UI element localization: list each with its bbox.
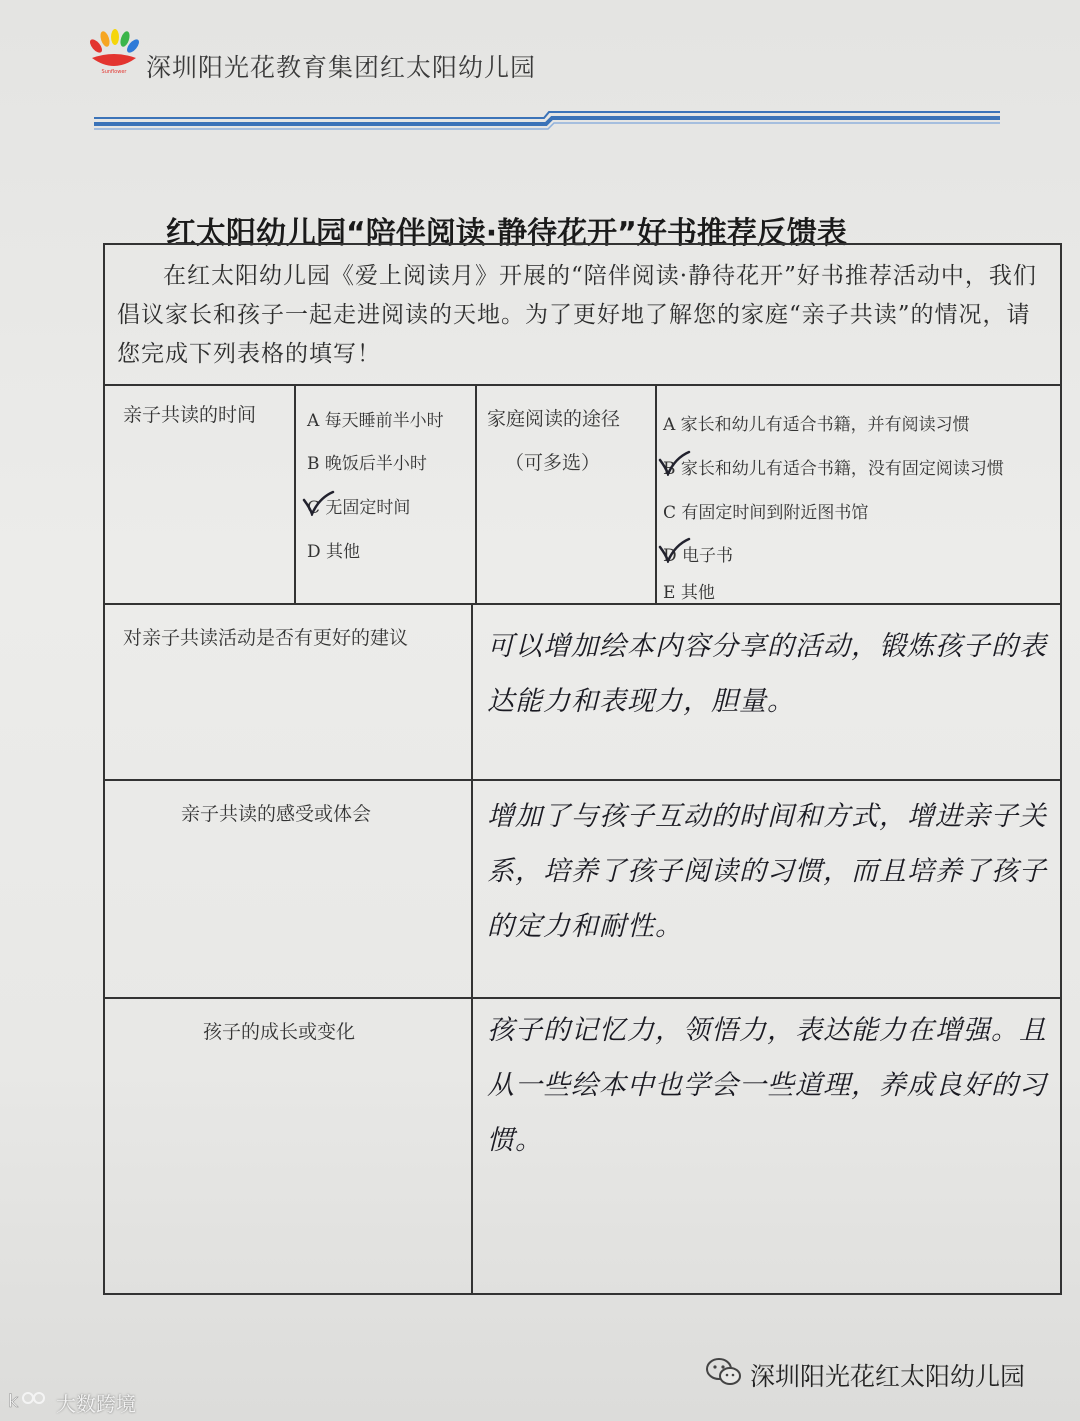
- options-row: [105, 386, 1060, 605]
- reading-time-option-b[interactable]: B 晚饭后半小时: [307, 454, 427, 474]
- watermark-text: 大数跨境: [56, 1392, 136, 1416]
- suggestions-label: 对亲子共读活动是否有更好的建议: [123, 627, 409, 649]
- reading-time-label: 亲子共读的时间: [123, 404, 257, 426]
- suggestions-answer[interactable]: 可以增加绘本内容分享的活动，锻炼孩子的表达能力和表现力，胆量。: [487, 631, 1047, 717]
- svg-text:k: k: [8, 1391, 19, 1412]
- reading-channel-option-d[interactable]: D 电子书: [663, 546, 734, 566]
- growth-label: 孩子的成长或变化: [203, 1021, 356, 1043]
- feelings-row: [105, 781, 1060, 999]
- watermark-logo-icon: [6, 1388, 54, 1412]
- feelings-answer[interactable]: 增加了与孩子互动的时间和方式，增进亲子关系，培养了孩子阅读的习惯，而且培养了孩子的定力和耐性。: [487, 801, 1047, 942]
- feedback-table: [103, 243, 1062, 1295]
- checkmark-icon: [657, 450, 691, 476]
- reading-time-option-a[interactable]: A 每天睡前半小时: [307, 411, 444, 431]
- reading-channel-option-c[interactable]: C 有固定时间到附近图书馆: [663, 503, 869, 523]
- reading-channel-label: 家庭阅读的途径: [487, 408, 621, 430]
- organization-name: 深圳阳光花教育集团红太阳幼儿园: [146, 53, 537, 82]
- reading-channel-option-a[interactable]: A 家长和幼儿有适合书籍，并有阅读习惯: [663, 415, 970, 435]
- reading-time-option-d[interactable]: D 其他: [307, 542, 361, 562]
- growth-answer[interactable]: 孩子的记忆力，领悟力，表达能力在增强。且从一些绘本中也学会一些道理，养成良好的习惯。: [487, 1015, 1047, 1156]
- reading-channel-sublabel: （可多选）: [505, 452, 601, 474]
- svg-text:Sunflower: Sunflower: [101, 69, 127, 75]
- checkmark-icon: [301, 490, 335, 516]
- growth-row: [105, 999, 1060, 1293]
- wechat-account-name: 深圳阳光花红太阳幼儿园: [750, 1362, 1026, 1391]
- reading-time-option-c[interactable]: C 无固定时间: [307, 498, 411, 518]
- reading-channel-option-b[interactable]: B 家长和幼儿有适合书籍，没有固定阅读习惯: [663, 459, 1004, 479]
- wechat-icon: [705, 1357, 743, 1387]
- reading-channel-option-e[interactable]: E 其他: [663, 583, 715, 603]
- checkmark-icon: [657, 537, 691, 563]
- intro-paragraph: 在红太阳幼儿园《爱上阅读月》开展的“陪伴阅读·静待花开”好书推荐活动中，我们倡议家长和孩子一起走进阅读的天地。为了更好地了解您的家庭“亲子共读”的情况，请您完成下列表格的填写！: [105, 245, 1060, 386]
- form-title: 红太阳幼儿园“陪伴阅读·静待花开”好书推荐反馈表: [166, 216, 847, 251]
- feelings-label: 亲子共读的感受或体会: [181, 803, 372, 825]
- suggestions-row: [105, 605, 1060, 781]
- header-rule: [94, 110, 1000, 134]
- kindergarten-logo: [84, 28, 144, 76]
